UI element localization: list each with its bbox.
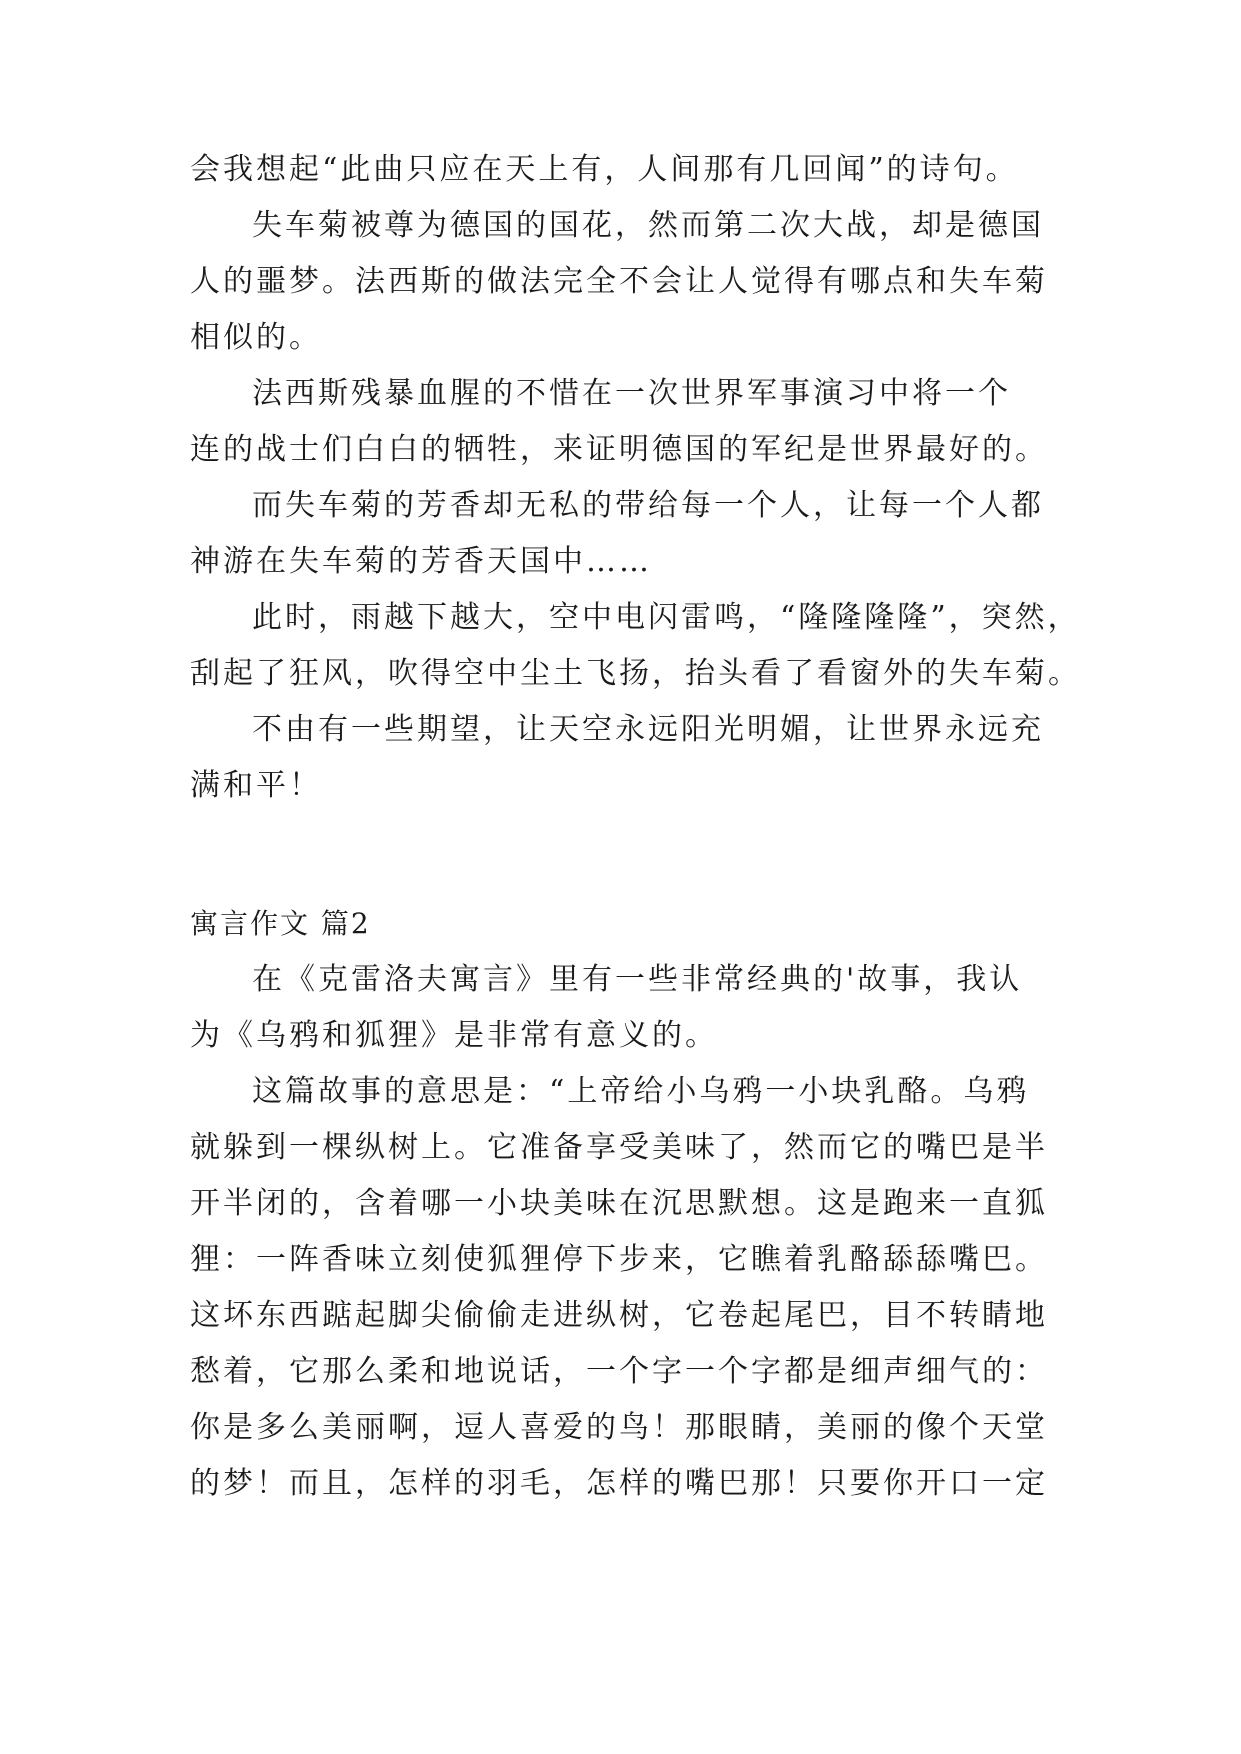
text-line: 开半闭的，含着哪一小块美味在沉思默想。这是跑来一直狐 [190, 1186, 1048, 1221]
text-line: 这篇故事的意思是：“上帝给小乌鸦一小块乳酪。乌鸦 [252, 1074, 1030, 1109]
section-heading: 寓言作文 篇2 [190, 907, 371, 940]
text-line: 就躲到一棵纵树上。它准备享受美味了，然而它的嘴巴是半 [190, 1130, 1048, 1165]
text-line: 为《乌鸦和狐狸》是非常有意义的。 [190, 1018, 718, 1053]
text-line: 会我想起“此曲只应在天上有，人间那有几回闻”的诗句。 [190, 152, 1019, 187]
text-line: 神游在失车菊的芳香天国中…… [190, 544, 652, 579]
text-line: 刮起了狂风，吹得空中尘土飞扬，抬头看了看窗外的失车菊。 [190, 656, 1081, 691]
text-line: 的梦！而且，怎样的羽毛，怎样的嘴巴那！只要你开口一定 [190, 1466, 1048, 1501]
text-line: 你是多么美丽啊，逗人喜爱的鸟！那眼睛，美丽的像个天堂 [190, 1410, 1048, 1445]
text-line: 在《克雷洛夫寓言》里有一些非常经典的'故事，我认 [252, 962, 1023, 997]
text-line: 而失车菊的芳香却无私的带给每一个人，让每一个人都 [252, 488, 1044, 523]
text-line: 不由有一些期望，让天空永远阳光明媚，让世界永远充 [252, 712, 1044, 747]
text-line: 连的战士们白白的牺牲，来证明德国的军纪是世界最好的。 [190, 432, 1048, 467]
text-line: 人的噩梦。法西斯的做法完全不会让人觉得有哪点和失车菊 [190, 264, 1048, 299]
text-line: 这坏东西踮起脚尖偷偷走进纵树，它卷起尾巴，目不转睛地 [190, 1298, 1048, 1333]
text-line: 愁着，它那么柔和地说话，一个字一个字都是细声细气的： [190, 1354, 1048, 1389]
text-line: 失车菊被尊为德国的国花，然而第二次大战，却是德国 [252, 208, 1044, 243]
text-line: 相似的。 [190, 320, 322, 355]
text-line: 满和平！ [190, 768, 322, 803]
text-line: 狸：一阵香味立刻使狐狸停下步来，它瞧着乳酪舔舔嘴巴。 [190, 1242, 1048, 1277]
text-line: 法西斯残暴血腥的不惜在一次世界军事演习中将一个 [252, 376, 1011, 411]
text-line: 此时，雨越下越大，空中电闪雷鸣，“隆隆隆隆”，突然， [252, 600, 1081, 635]
